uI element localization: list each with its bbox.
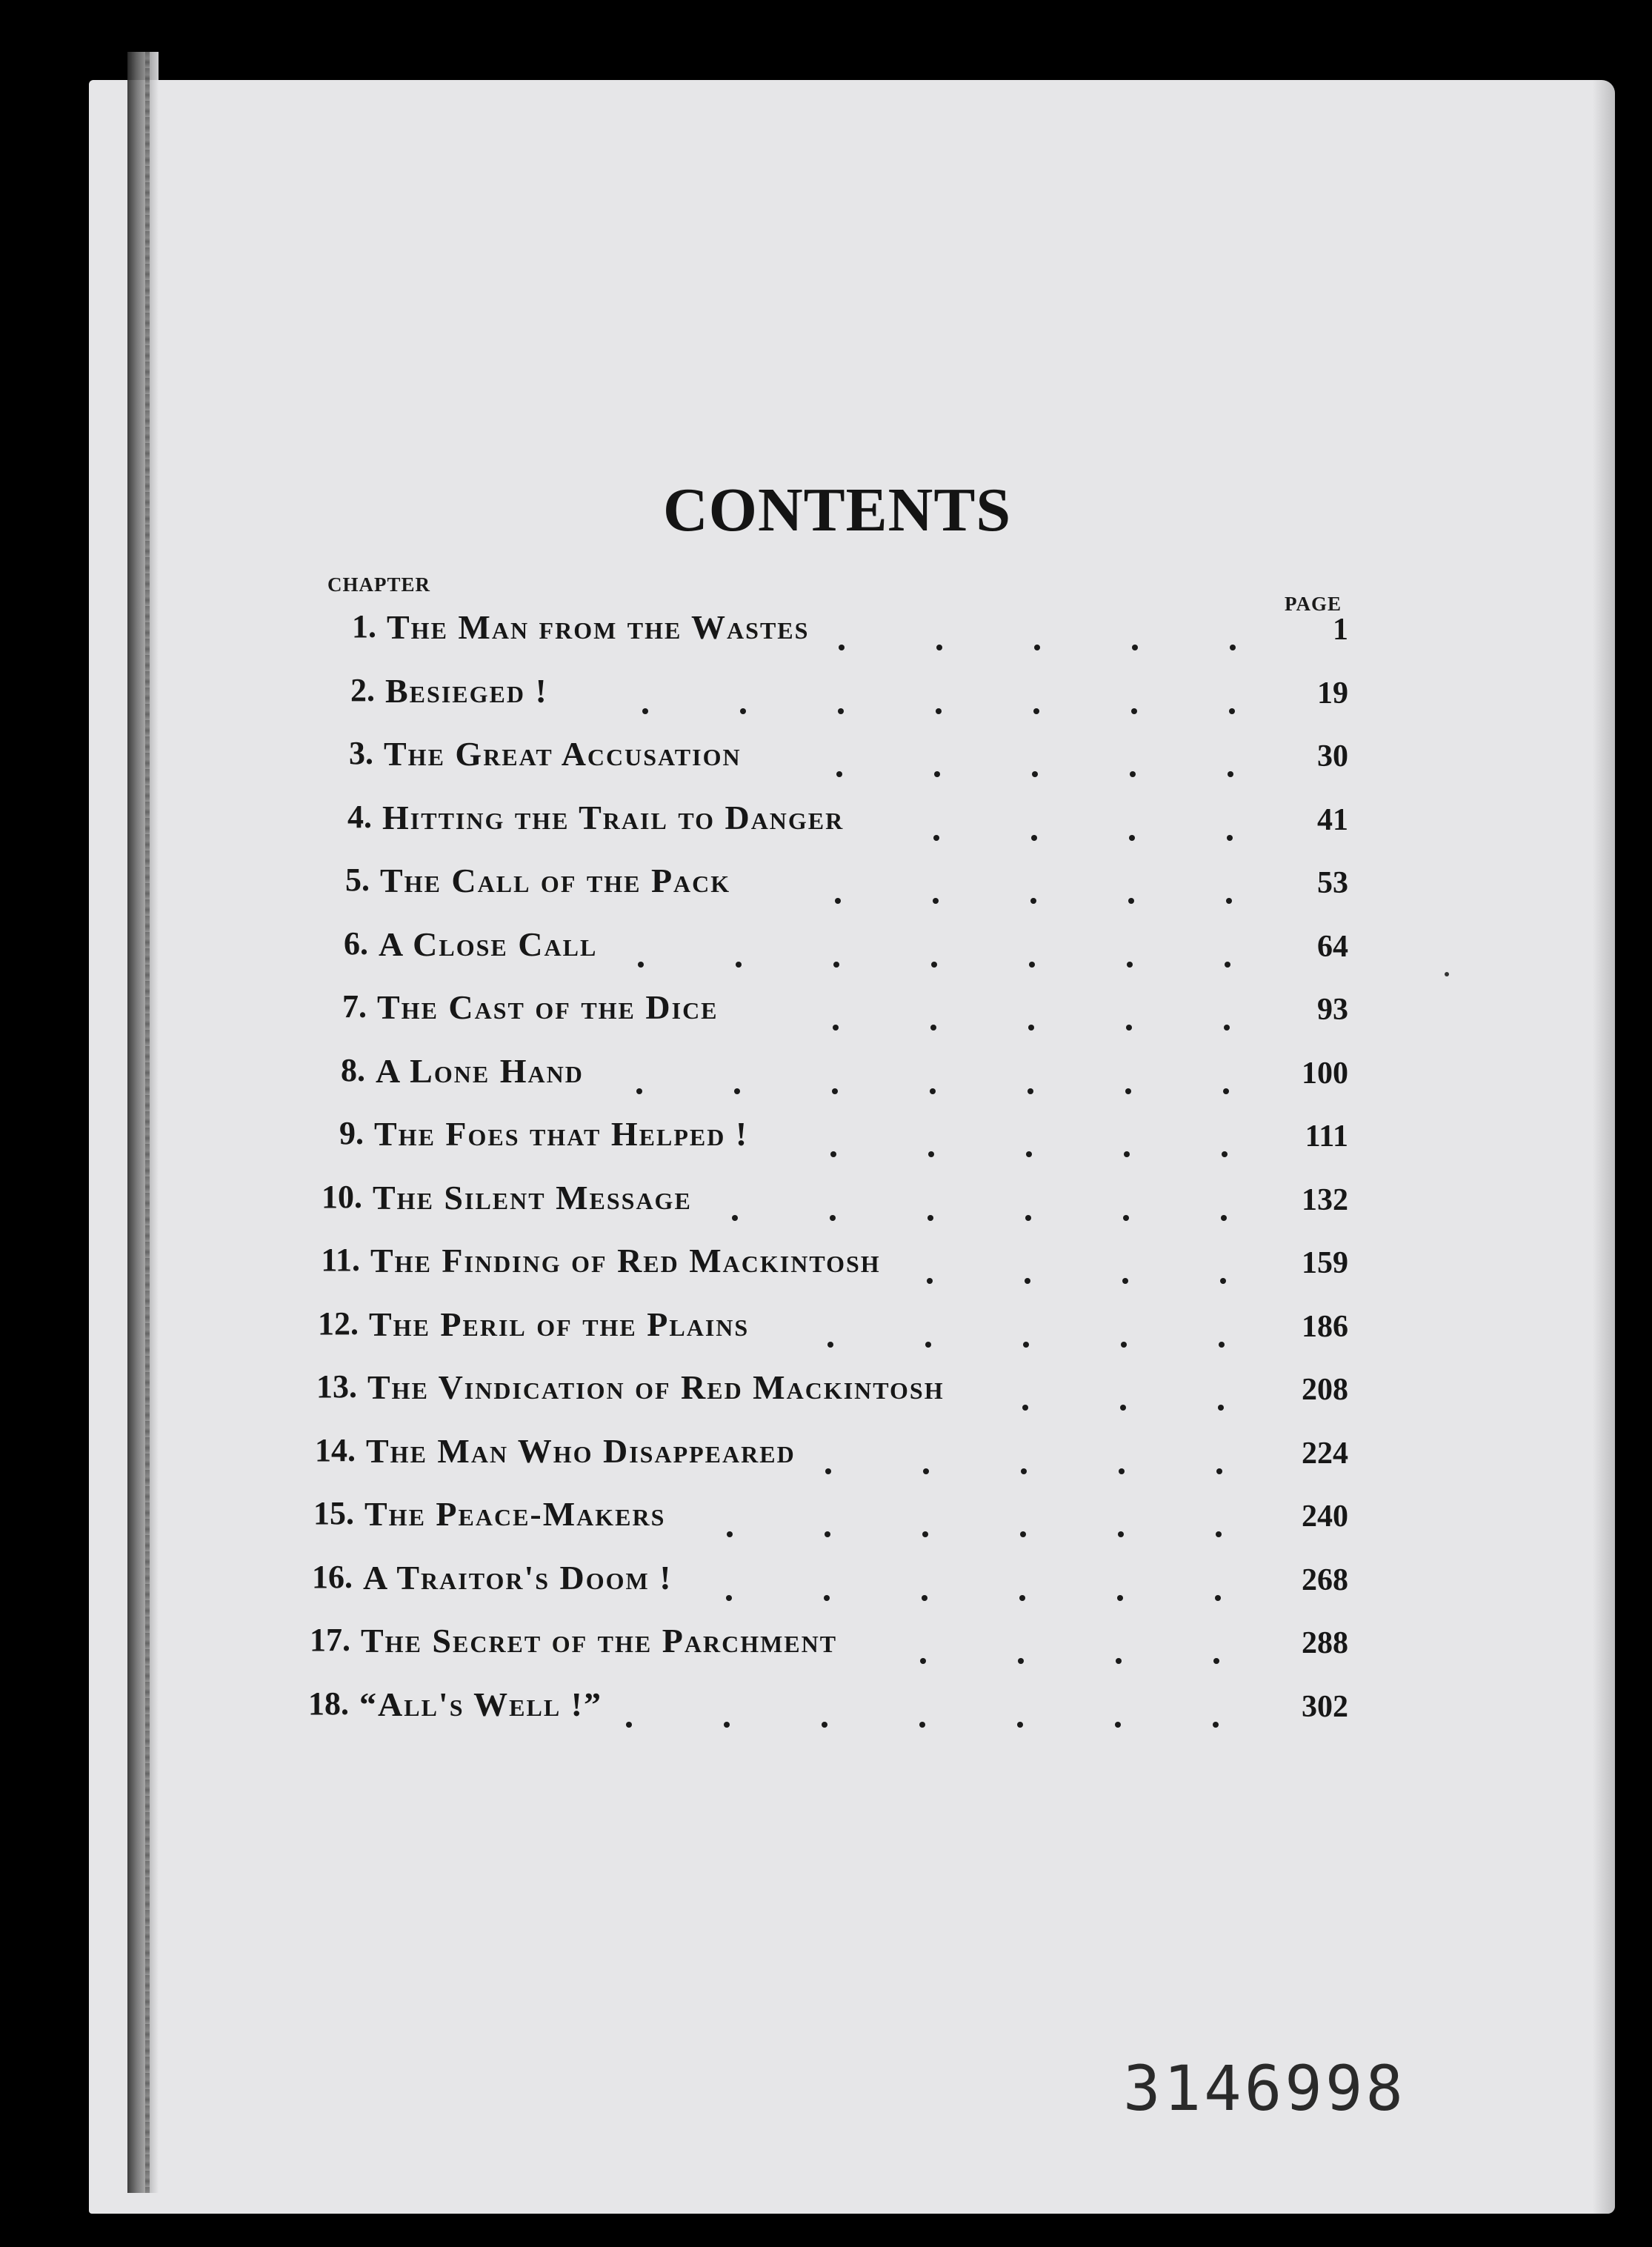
leader-dot [736, 962, 742, 968]
leader-dot [927, 1215, 933, 1221]
leader-dot [824, 1595, 830, 1601]
leader-dot [1121, 1342, 1127, 1348]
leader-dot [1128, 898, 1134, 904]
chapter-number: 10. [322, 1179, 362, 1215]
toc-entry [284, 1621, 1348, 1665]
chapter-title: The Foes that Helped ! [374, 1115, 749, 1153]
chapter-number: 2. [350, 672, 375, 708]
leader-dot [727, 1531, 733, 1537]
chapter-number: 3. [349, 735, 373, 771]
chapter-title: The Vindication of Red Mackintosh [367, 1368, 945, 1406]
leader-dot [839, 645, 845, 650]
toc-entry [293, 1241, 1348, 1285]
leader-dot [638, 962, 644, 968]
leader-dot [933, 835, 939, 841]
leader-dot [1118, 1531, 1124, 1537]
leader-dot [936, 708, 942, 714]
scan-speck [1445, 972, 1449, 976]
toc-entry [296, 1178, 1348, 1222]
leader-dot [927, 1278, 933, 1284]
chapter-number: 5. [345, 862, 370, 898]
leader-dot [1120, 1405, 1126, 1411]
leader-dot [1026, 1151, 1032, 1157]
leader-dot [832, 1088, 838, 1094]
leader-dot [1021, 1468, 1027, 1474]
page-column-label: PAGE [1285, 593, 1342, 615]
leader-dot [1224, 1025, 1230, 1031]
chapter-number: 1. [352, 608, 376, 645]
leader-dot [931, 962, 937, 968]
leader-dot [726, 1595, 732, 1601]
leader-dot [830, 1215, 836, 1221]
leader-dot [1220, 1278, 1226, 1284]
leader-dot [1221, 1215, 1227, 1221]
leader-dot [1213, 1722, 1219, 1728]
leader-dot [1020, 1531, 1026, 1537]
leader-dot [827, 1342, 833, 1348]
leader-dot [1116, 1658, 1122, 1664]
leader-dot [1223, 1088, 1229, 1094]
toc-entry [303, 861, 1348, 905]
leader-dot [1213, 1658, 1219, 1664]
leader-dot [922, 1531, 928, 1537]
leader-dot [724, 1722, 730, 1728]
leader-dot [734, 1088, 740, 1094]
leader-dot [1126, 1025, 1132, 1031]
page-number: 41 [1317, 803, 1348, 837]
toc-entry [300, 988, 1348, 1032]
toc-entry [305, 798, 1348, 842]
leader-dot [1227, 835, 1233, 841]
leader-dot [732, 1215, 738, 1221]
page-number: 19 [1317, 676, 1348, 710]
chapter-title: “All's Well !” [359, 1685, 603, 1723]
toc-entry [297, 1114, 1348, 1159]
toc-entry [307, 734, 1348, 779]
leader-dot [740, 708, 746, 714]
leader-dot [833, 1025, 839, 1031]
leader-dot [835, 898, 841, 904]
page-number: 111 [1305, 1119, 1348, 1154]
page-number: 1 [1333, 613, 1348, 647]
leader-dot [830, 1151, 836, 1157]
leader-dot [1028, 1025, 1034, 1031]
leader-dot [925, 1342, 931, 1348]
leader-dot [1025, 1215, 1031, 1221]
book-gutter [127, 52, 159, 2193]
page-number: 100 [1302, 1056, 1348, 1091]
toc-entry [290, 1368, 1348, 1412]
leader-dot [919, 1722, 925, 1728]
chapter-title: The Silent Message [373, 1179, 692, 1216]
chapter-number: 18. [308, 1685, 349, 1722]
leader-dot [1022, 1405, 1028, 1411]
chapter-title: The Finding of Red Mackintosh [370, 1242, 881, 1279]
page-number: 53 [1317, 866, 1348, 900]
page-number: 186 [1302, 1310, 1348, 1344]
binding-stitch [145, 52, 150, 2193]
chapter-title: Hitting the Trail to Danger [382, 799, 845, 836]
toc-entry [299, 1051, 1348, 1096]
leader-dot [936, 645, 942, 650]
page-number: 64 [1317, 930, 1348, 964]
leader-dot [833, 962, 839, 968]
leader-dot [1215, 1595, 1221, 1601]
chapter-title: A Lone Hand [376, 1052, 584, 1090]
chapter-number: 6. [344, 925, 368, 962]
leader-dot [1127, 962, 1133, 968]
leader-dot [1119, 1468, 1125, 1474]
leader-dot [836, 771, 842, 777]
leader-dot [1216, 1531, 1222, 1537]
chapter-title: The Call of the Pack [380, 862, 731, 899]
leader-dot [1017, 1722, 1023, 1728]
leader-dot [1032, 771, 1038, 777]
leader-dot [1230, 645, 1236, 650]
leader-dot [1019, 1595, 1025, 1601]
toc-entry [286, 1558, 1348, 1602]
leader-dot [920, 1658, 926, 1664]
chapter-title: Besieged ! [385, 672, 548, 710]
page-number: 93 [1317, 993, 1348, 1027]
chapter-title: The Peace-Makers [364, 1495, 666, 1533]
leader-dot [1117, 1595, 1123, 1601]
page-title: CONTENTS [662, 476, 1012, 545]
page-number: 132 [1302, 1183, 1348, 1217]
page-number: 159 [1302, 1246, 1348, 1280]
chapter-number: 15. [313, 1495, 354, 1531]
chapter-title: The Man Who Disappeared [366, 1432, 796, 1470]
leader-dot [922, 1595, 927, 1601]
page-number: 302 [1302, 1690, 1348, 1724]
page-edge-shadow [1593, 80, 1615, 2214]
leader-dot [1124, 1151, 1130, 1157]
page-number: 268 [1302, 1563, 1348, 1597]
page-number: 208 [1302, 1373, 1348, 1407]
leader-dot [825, 1468, 831, 1474]
leader-dot [1229, 708, 1235, 714]
leader-dot [1219, 1342, 1225, 1348]
page-number: 30 [1317, 739, 1348, 773]
chapter-title: The Cast of the Dice [377, 988, 719, 1026]
toc-entry [282, 1685, 1348, 1729]
leader-dot [626, 1722, 632, 1728]
chapter-number: 9. [339, 1115, 364, 1151]
leader-dot [928, 1151, 934, 1157]
toc-entry [302, 925, 1348, 969]
leader-dot [636, 1088, 642, 1094]
leader-dot [1030, 898, 1036, 904]
leader-dot [1033, 708, 1039, 714]
toc-entry [310, 607, 1348, 652]
chapter-column-label: CHAPTER [327, 573, 431, 596]
leader-dot [1031, 835, 1037, 841]
chapter-number: 14. [315, 1432, 356, 1468]
leader-dot [838, 708, 844, 714]
toc-entry [308, 671, 1348, 716]
leader-dot [822, 1722, 827, 1728]
leader-dot [1025, 1278, 1030, 1284]
leader-dot [1115, 1722, 1121, 1728]
leader-dot [1130, 771, 1136, 777]
chapter-number: 8. [341, 1052, 365, 1088]
leader-dot [930, 1025, 936, 1031]
chapter-number: 4. [347, 799, 372, 835]
leader-dot [1029, 962, 1035, 968]
chapter-title: The Peril of the Plains [369, 1305, 750, 1343]
leader-dot [1123, 1215, 1129, 1221]
leader-dot [1226, 898, 1232, 904]
leader-dot [1034, 645, 1040, 650]
toc-entry [289, 1431, 1348, 1476]
chapter-title: The Secret of the Parchment [361, 1622, 838, 1660]
leader-dot [1218, 1405, 1224, 1411]
leader-dot [933, 898, 939, 904]
chapter-title: The Great Accusation [384, 735, 742, 773]
leader-dot [1131, 708, 1137, 714]
leader-dot [825, 1531, 830, 1537]
chapter-number: 17. [310, 1622, 350, 1658]
leader-dot [1222, 1151, 1228, 1157]
leader-dot [1216, 1468, 1222, 1474]
leader-dot [934, 771, 940, 777]
leader-dot [930, 1088, 936, 1094]
chapter-number: 13. [316, 1368, 357, 1405]
leader-dot [1018, 1658, 1024, 1664]
leader-dot [1023, 1342, 1029, 1348]
toc-entry [292, 1305, 1348, 1349]
leader-dot [1027, 1088, 1033, 1094]
leader-dot [642, 708, 648, 714]
catalog-number: 3146998 [1123, 2052, 1407, 2125]
leader-dot [1228, 771, 1233, 777]
chapter-title: A Traitor's Doom ! [363, 1559, 673, 1597]
page-number: 240 [1302, 1499, 1348, 1534]
toc-entry [287, 1494, 1348, 1539]
leader-dot [1225, 962, 1230, 968]
leader-dot [1129, 835, 1135, 841]
chapter-number: 7. [342, 988, 367, 1025]
leader-dot [923, 1468, 929, 1474]
leader-dot [1122, 1278, 1128, 1284]
chapter-title: A Close Call [379, 925, 598, 963]
leader-dot [1132, 645, 1138, 650]
chapter-title: The Man from the Wastes [387, 608, 810, 646]
chapter-number: 11. [321, 1242, 360, 1278]
chapter-number: 12. [318, 1305, 359, 1342]
chapter-number: 16. [312, 1559, 353, 1595]
page-number: 224 [1302, 1437, 1348, 1471]
leader-dot [1125, 1088, 1131, 1094]
page-number: 288 [1302, 1626, 1348, 1660]
